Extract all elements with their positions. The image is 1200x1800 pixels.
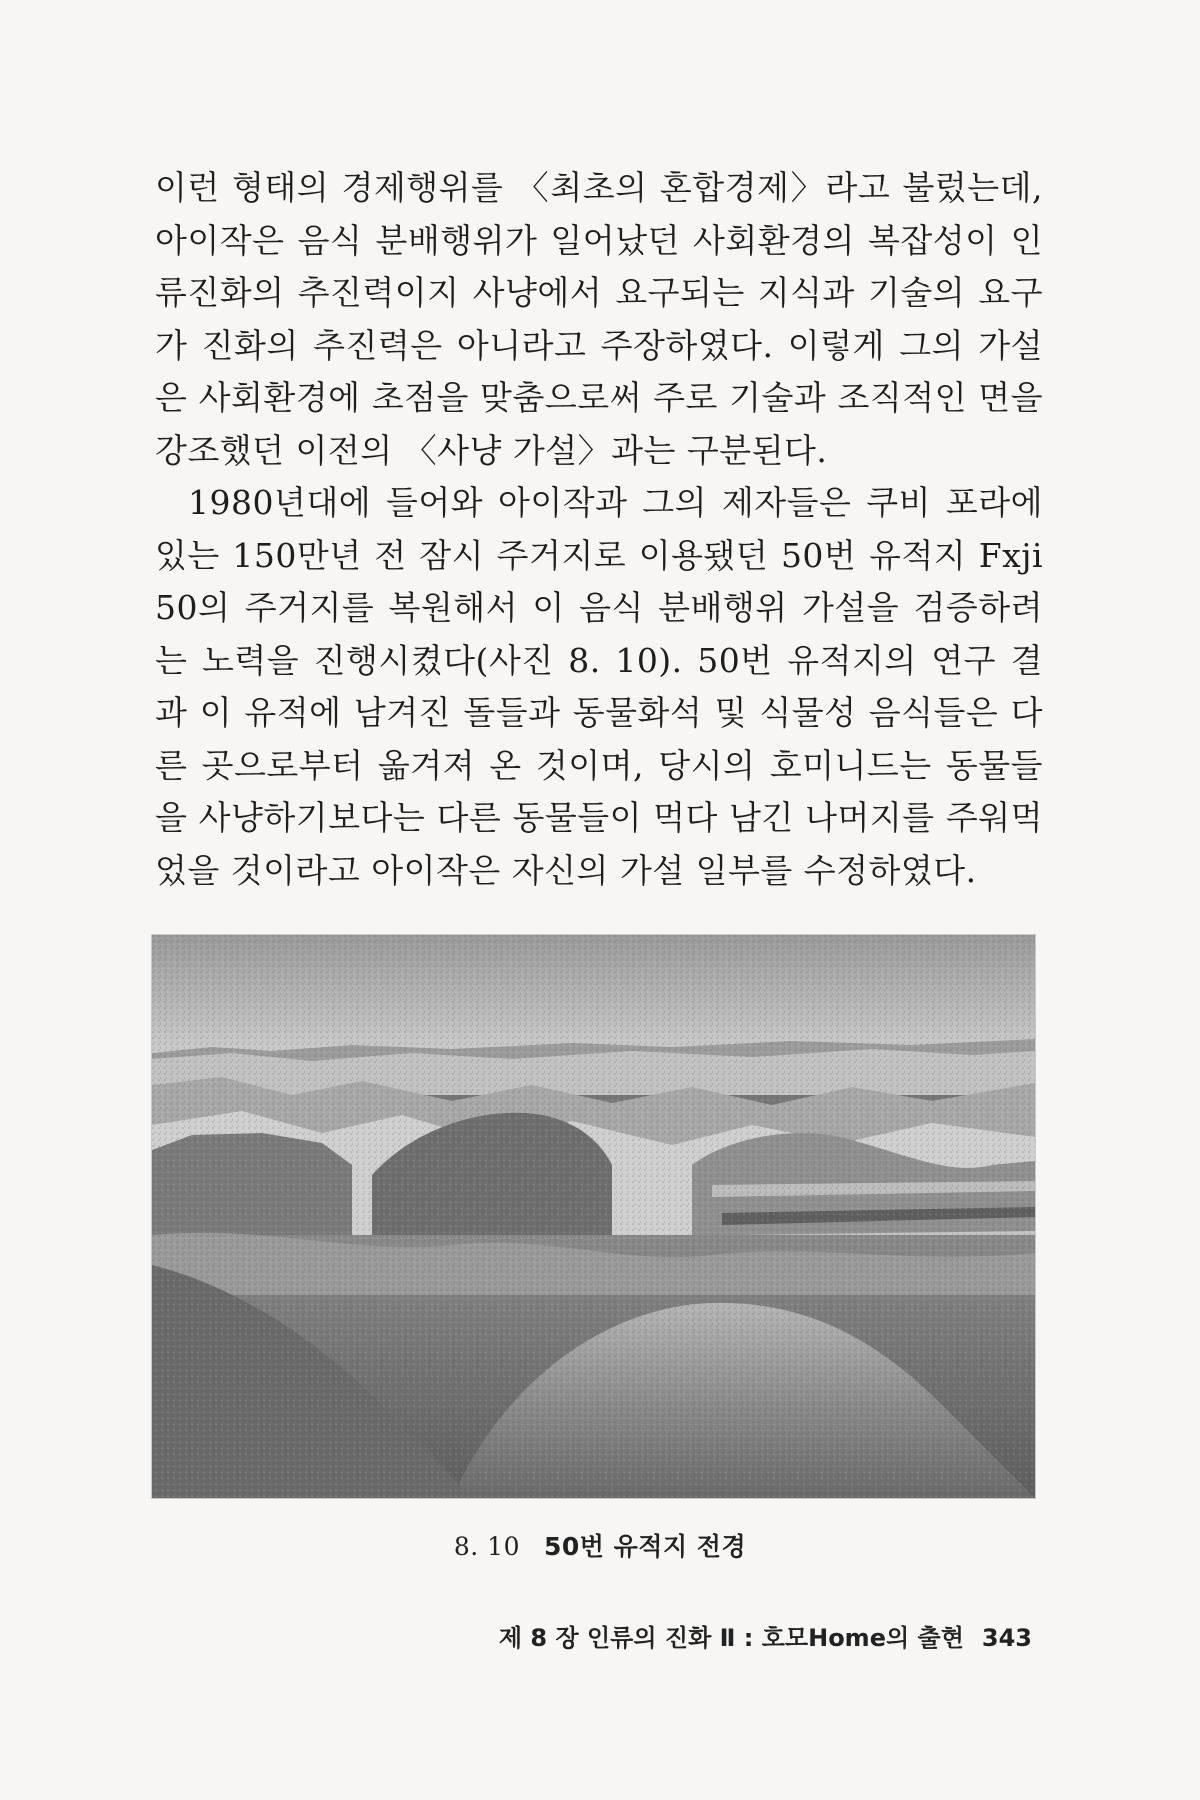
page-number: 343 bbox=[981, 1624, 1032, 1652]
photo-badlands-landscape bbox=[152, 935, 1035, 1498]
figure-caption bbox=[0, 1527, 1200, 1563]
running-head: 제 8 장 인류의 진화 Ⅱ : 호모Home의 출현 bbox=[498, 1624, 964, 1652]
page-footer bbox=[499, 1618, 1032, 1653]
landscape-photo-illustration bbox=[152, 935, 1035, 1498]
figure-number: 8. 10 bbox=[453, 1532, 520, 1561]
paragraph-2: 1980년대에 들어와 아이작과 그의 제자들은 쿠비 포라에 있는 150만년 전 잠시 주거지로 이용됐던 50번 유적지 Fxji 50의 주거지를 복원해서 이 음식 분배행위 가설을 검증하려는 노력을 진행시켰다(사진 8. 10). 50번 유적지의 연구 결과 이 유적에 남겨진 돌들과 동물화석 및 식물성 음식들은 다른 곳으로부터 옮겨져 온 것이며, 당시의 호미니드는 동물들을 사냥하기보다는 다른 동물들이 먹다 남긴 나머지를 주워먹었을 것이라고 아이작은 자신의 가설 일부를 수정하였다. bbox=[155, 483, 1043, 890]
paragraph-1: 이런 형태의 경제행위를 〈최초의 혼합경제〉라고 불렀는데, 아이작은 음식 분배행위가 일어났던 사회환경의 복잡성이 인류진화의 추진력이지 사냥에서 요구되는 지식과 기술의 요구가 진화의 추진력은 아니라고 주장하였다. 이렇게 그의 가설은 사회환경에 초점을 맞춤으로써 주로 기술과 조직적인 면을 강조했던 이전의 〈사냥 가설〉과는 구분된다. bbox=[155, 168, 1043, 470]
figure-caption-text: 50번 유적지 전경 bbox=[544, 1532, 747, 1561]
body-text bbox=[155, 162, 1043, 897]
